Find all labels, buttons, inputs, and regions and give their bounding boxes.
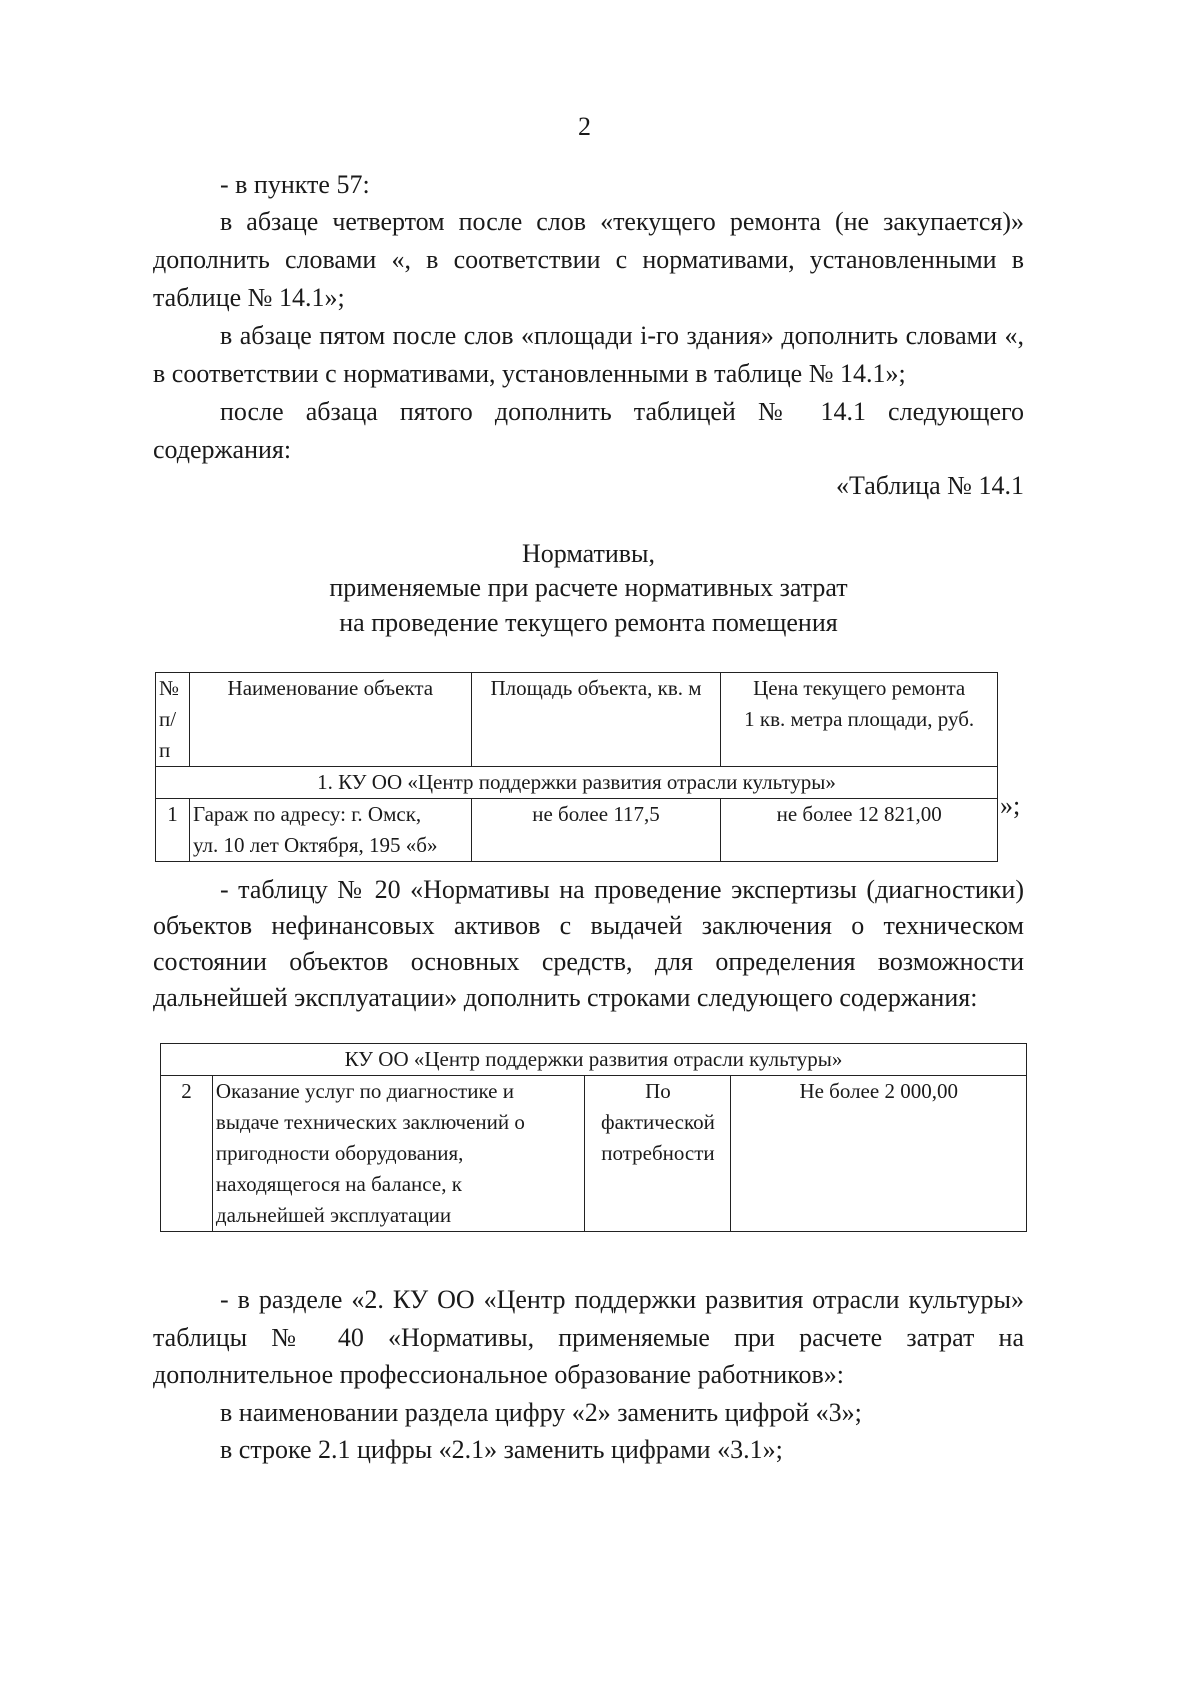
table-header-row (156, 673, 998, 767)
row-name: Оказание услуг по диагностике и выдаче технических заключений о пригодности оборудования, находящегося на балансе, к дальнейшей эксплуатации (212, 1076, 585, 1232)
paragraph-line: в абзаце пятом после слов «площади i-го здания» дополнить словами «, (220, 321, 1024, 350)
table-title: на проведение текущего ремонта помещения (339, 608, 838, 637)
row-quantity: По фактической потребности (585, 1076, 731, 1232)
paragraph-line: содержания: (153, 435, 292, 464)
paragraph-line: дальнейшей эксплуатации» дополнить строками следующего содержания: (153, 983, 978, 1012)
row-price: Не более 2 000,00 (731, 1076, 1027, 1232)
closing-quote: »; (1000, 791, 1021, 820)
row-name: Гараж по адресу: г. Омск, ул. 10 лет Октября, 195 «б» (189, 799, 471, 862)
row-number: 1 (156, 799, 190, 862)
page-number: 2 (578, 112, 591, 141)
paragraph-line: в абзаце четвертом после слов «текущего ремонта (не закупается)» (220, 207, 1024, 236)
paragraph-line: в наименовании раздела цифру «2» заменить цифрой «3»; (220, 1398, 862, 1427)
table-section-row (161, 1044, 1027, 1076)
paragraph-line: в строке 2.1 цифры «2.1» заменить цифрами «3.1»; (220, 1435, 783, 1464)
row-price: не более 12 821,00 (721, 799, 998, 862)
paragraph-line: состоянии объектов основных средств, для определения возможности (153, 947, 1024, 976)
paragraph-line: в соответствии с нормативами, установленными в таблице № 14.1»; (153, 359, 906, 388)
paragraph-line: таблице № 14.1»; (153, 283, 345, 312)
paragraph-line: дополнительное профессиональное образование работников»: (153, 1360, 844, 1389)
paragraph-line: - в разделе «2. КУ ОО «Центр поддержки развития отрасли культуры» (220, 1285, 1024, 1314)
header-cell-number: № п/п (156, 673, 190, 767)
paragraph-line: после абзаца пятого дополнить таблицей № 14.1 следующего (220, 397, 1024, 426)
norms-table (155, 672, 998, 862)
header-cell-name: Наименование объекта (189, 673, 471, 767)
table-label: «Таблица № 14.1 (835, 471, 1024, 500)
paragraph-line: таблицы № 40 «Нормативы, применяемые при расчете затрат на (153, 1323, 1024, 1352)
row-area: не более 117,5 (471, 799, 721, 862)
table-title: Нормативы, (521, 539, 656, 568)
table-title: применяемые при расчете нормативных затрат (329, 573, 848, 602)
table-row (161, 1076, 1027, 1232)
header-cell-price: Цена текущего ремонта 1 кв. метра площади, руб. (721, 673, 998, 767)
paragraph-line: - таблицу № 20 «Нормативы на проведение экспертизы (диагностики) (220, 875, 1024, 904)
expertise-table (160, 1043, 1027, 1232)
header-cell-area: Площадь объекта, кв. м (471, 673, 721, 767)
paragraph-line: - в пункте 57: (220, 170, 370, 199)
table-row (156, 799, 998, 862)
section-cell: КУ ОО «Центр поддержки развития отрасли культуры» (161, 1044, 1027, 1076)
row-number: 2 (161, 1076, 213, 1232)
paragraph-line: дополнить словами «, в соответствии с нормативами, установленными в (153, 245, 1024, 274)
table-section-row (156, 767, 998, 799)
section-cell: 1. КУ ОО «Центр поддержки развития отрасли культуры» (156, 767, 998, 799)
paragraph-line: объектов нефинансовых активов с выдачей заключения о техническом (153, 911, 1024, 940)
